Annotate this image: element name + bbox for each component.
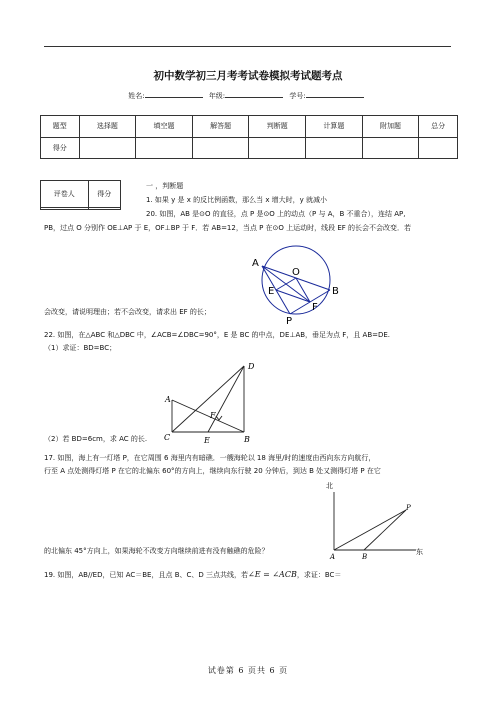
label-a: A xyxy=(330,553,336,560)
score-header-row xyxy=(41,116,458,138)
score-cell[interactable] xyxy=(249,137,306,159)
segment-cd xyxy=(172,366,244,432)
score-header-cell: 总分 xyxy=(419,116,458,138)
score-header-cell: 判断题 xyxy=(249,116,306,138)
score-header-cell: 题型 xyxy=(41,116,80,138)
label-b: B xyxy=(332,286,339,297)
question-20-line-2: PB，过点 O 分别作 OE⊥AP 于 E，OF⊥BP 于 F．若 AB=12，当点 P 在⊙O 上运动时，线段 EF 的长会不会改变．若 xyxy=(44,224,412,232)
label-f: F xyxy=(210,411,216,420)
grader-label: 评卷人 xyxy=(41,181,89,208)
question-17-line-2: 行至 A 点处测得灯塔 P 在它的北偏东 60°的方向上，继续向东行驶 20 分钟后，到达 B 处又测得灯塔 P 在它 xyxy=(44,467,381,475)
question-19 xyxy=(44,570,341,580)
score-header-cell: 附加题 xyxy=(362,116,419,138)
grader-score-cell[interactable] xyxy=(88,207,120,209)
page-title: 初中数学初三月考考试卷模拟考试题考点 xyxy=(153,70,343,82)
question-22-line-3: （2）若 BD=6cm，求 AC 的长. xyxy=(44,435,148,443)
grade-label: 年级: xyxy=(208,92,226,100)
top-rule xyxy=(44,46,451,47)
question-19-text: 19. 如图，AB//ED，已知 AC＝BE，且点 B、C、D 三点共线，若 xyxy=(44,571,249,579)
label-b: B xyxy=(244,435,250,444)
score-cell[interactable] xyxy=(136,137,193,159)
right-angle-mark xyxy=(216,416,222,420)
id-blank[interactable] xyxy=(306,90,364,98)
score-row-label: 得分 xyxy=(41,137,80,159)
circle-figure xyxy=(248,244,344,326)
circle-outline xyxy=(262,246,330,314)
label-a: A xyxy=(252,258,259,269)
name-label: 姓名: xyxy=(128,92,145,100)
question-17-line-3: 的北偏东 45°方向上，如果海轮不改变方向继续前进有没有触礁的危险？ xyxy=(44,547,269,555)
question-19-formula: ∠E = ∠ACB xyxy=(248,570,297,579)
label-p: P xyxy=(286,316,293,326)
label-f: F xyxy=(312,302,318,313)
grader-table xyxy=(40,180,121,210)
label-d: D xyxy=(248,362,255,371)
grade-blank[interactable] xyxy=(225,90,283,98)
name-blank[interactable] xyxy=(145,90,203,98)
student-info-line xyxy=(0,90,496,101)
question-19-tail: ，求证：BC＝ xyxy=(296,571,342,579)
segment-of xyxy=(296,278,310,302)
question-1: 1. 如果 y 是 x 的反比例函数，那么当 x 增大时，y 就减小 xyxy=(146,196,328,204)
page-footer: 试卷第 6 页共 6 页 xyxy=(207,666,289,675)
question-17-line-1: 17. 如图，海上有一灯塔 P，在它周围 6 海里内有暗礁．一艘海轮以 18 海里/时的速度由西向东方向航行， xyxy=(44,454,376,462)
section-heading: 一 ，判断题 xyxy=(146,182,184,190)
score-cell[interactable] xyxy=(419,137,458,159)
label-c: C xyxy=(164,433,171,442)
label-b: B xyxy=(362,553,368,560)
score-cell[interactable] xyxy=(192,137,249,159)
score-value-row xyxy=(41,137,458,159)
question-22-line-1: 22. 如图，在△ABC 和△DBC 中，∠ACB=∠DBC=90°，E 是 BC 的中点，DE⊥AB，垂足为点 F，且 AB=DE. xyxy=(44,331,391,339)
label-p: P xyxy=(406,504,411,512)
label-o: O xyxy=(292,267,300,278)
question-22-line-2: （1）求证：BD=BC； xyxy=(44,344,117,352)
label-a: A xyxy=(165,395,171,404)
north-label: 北 xyxy=(326,482,333,490)
triangle-figure xyxy=(162,358,258,446)
navigation-figure xyxy=(322,478,428,560)
score-cell[interactable] xyxy=(306,137,363,159)
score-header-cell: 选择题 xyxy=(79,116,136,138)
segment-ab xyxy=(172,400,244,432)
score-header-cell: 解答题 xyxy=(192,116,249,138)
grader-score-label: 得分 xyxy=(88,181,120,208)
label-e: E xyxy=(204,436,210,445)
grader-cell[interactable] xyxy=(41,207,89,209)
question-20-line-3: 会改变，请说明理由；若不会改变，请求出 EF 的长； xyxy=(44,308,211,316)
score-header-cell: 填空题 xyxy=(136,116,193,138)
question-20-line-1: 20. 如图，AB 是⊙O 的直径，点 P 是⊙O 上的动点（P 与 A，B 不重合），连结 AP, xyxy=(146,210,406,218)
segment-ed xyxy=(208,366,244,432)
east-label: 东 xyxy=(416,548,423,556)
id-label: 学号: xyxy=(289,92,306,100)
segment-ef xyxy=(276,290,310,302)
score-table xyxy=(40,115,458,159)
label-e: E xyxy=(268,286,275,297)
score-cell[interactable] xyxy=(79,137,136,159)
score-cell[interactable] xyxy=(362,137,419,159)
score-header-cell: 计算题 xyxy=(306,116,363,138)
